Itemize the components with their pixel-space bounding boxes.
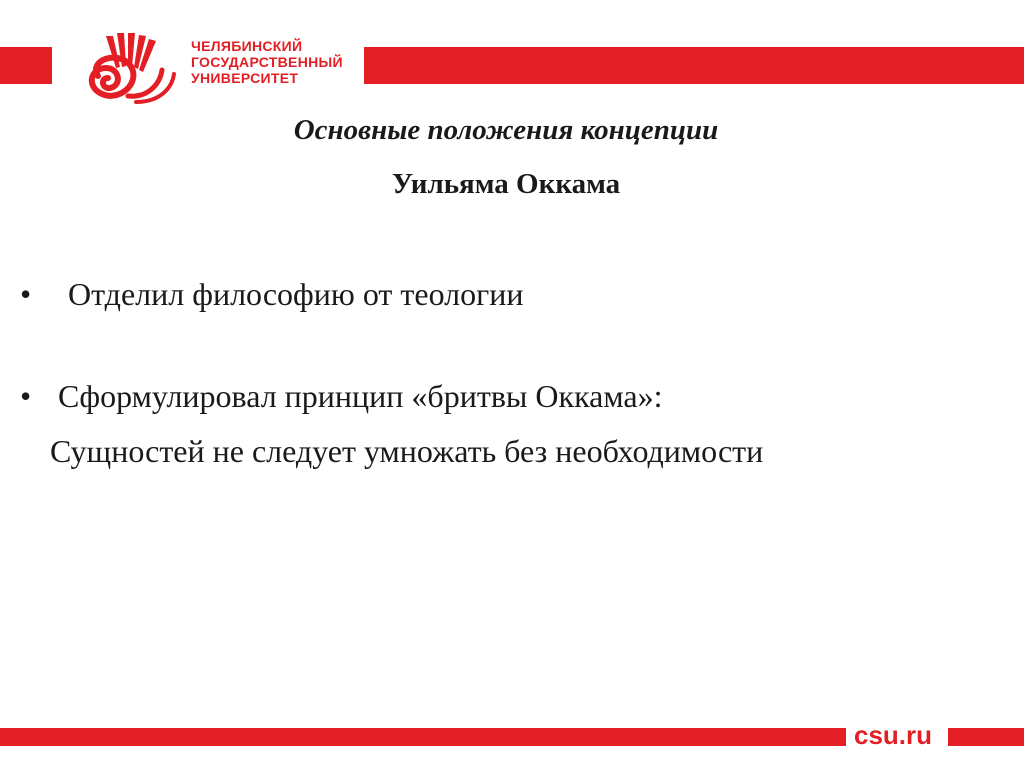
university-name-line2: ГОСУДАРСТВЕННЫЙ bbox=[191, 54, 343, 70]
bullet-marker: • bbox=[20, 378, 32, 414]
bullet-item-text: Сформулировал принцип «бритвы Оккама»: bbox=[58, 378, 663, 414]
university-name-line1: ЧЕЛЯБИНСКИЙ bbox=[191, 38, 303, 54]
footer-site-link[interactable]: csu.ru bbox=[854, 720, 933, 750]
university-name bbox=[191, 38, 343, 86]
footer-stripe-left bbox=[0, 728, 846, 746]
bullet-item-continuation: Сущностей не следует умножать без необходимости bbox=[50, 433, 764, 469]
bullet-item-text: Отделил философию от теологии bbox=[68, 276, 524, 312]
header-stripe-left bbox=[0, 47, 52, 84]
csu-logo-icon bbox=[76, 30, 186, 105]
slide-title-line2: Уильяма Оккама bbox=[391, 168, 621, 200]
bullet-marker: • bbox=[20, 276, 32, 312]
header-stripe-right bbox=[364, 47, 1024, 84]
footer-stripe-right bbox=[948, 728, 1024, 746]
university-name-line3: УНИВЕРСИТЕТ bbox=[191, 70, 299, 86]
slide-title-line1: Основные положения концепции bbox=[293, 114, 719, 146]
